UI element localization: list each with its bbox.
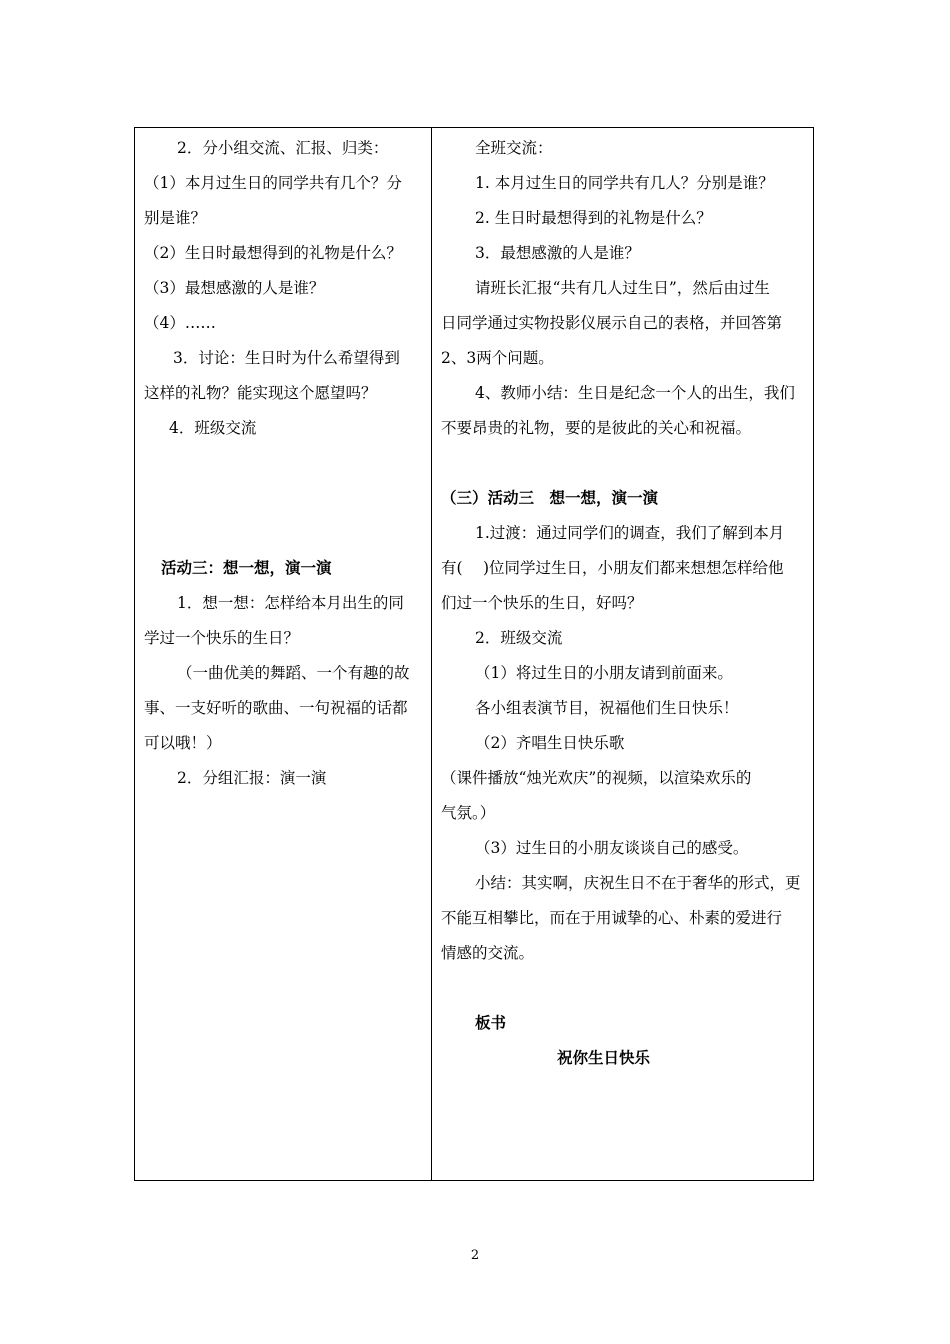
column-divider	[431, 128, 432, 1180]
right-heading-activity-three: （三）活动三 想一想，演一演	[441, 488, 659, 507]
right-line: 们过一个快乐的生日，好吗？	[441, 594, 643, 612]
right-line: 各小组表演节目，祝福他们生日快乐！	[475, 699, 739, 717]
board-writing-heading: 板书	[475, 1013, 507, 1032]
left-line: 2．分小组交流、汇报、归类：	[177, 139, 389, 157]
right-line: 小结：其实啊，庆祝生日不在于奢华的形式，更	[475, 874, 801, 892]
left-line: 2．分组汇报：演一演	[177, 769, 327, 787]
right-line: 1.过渡：通过同学们的调查，我们了解到本月	[475, 524, 785, 542]
right-line: 不能互相攀比，而在于用诚挚的心、朴素的爱进行	[441, 909, 783, 927]
left-line: 可以哦！）	[144, 734, 222, 752]
left-line: 4．班级交流	[169, 419, 257, 437]
right-line: 全班交流：	[475, 139, 553, 157]
right-line: 2. 生日时最想得到的礼物是什么？	[475, 209, 712, 227]
page-number: 2	[470, 1248, 480, 1263]
left-heading-activity-three: 活动三：想一想，演一演	[161, 558, 332, 577]
left-line: （1）本月过生日的同学共有几个？分	[144, 174, 402, 192]
left-line: 这样的礼物？能实现这个愿望吗？	[144, 384, 377, 402]
right-line: 日同学通过实物投影仪展示自己的表格，并回答第	[441, 314, 783, 332]
left-line: （2）生日时最想得到的礼物是什么？	[144, 244, 402, 262]
right-line: 4、教师小结：生日是纪念一个人的出生，我们	[475, 384, 795, 402]
right-line: 1. 本月过生日的同学共有几人？分别是谁？	[475, 174, 774, 192]
right-line: （2）齐唱生日快乐歌	[475, 734, 625, 752]
left-line: 别是谁？	[144, 209, 207, 227]
right-line: 2．班级交流	[475, 629, 563, 647]
left-line: （一曲优美的舞蹈、一个有趣的故	[177, 664, 410, 682]
left-line: 事、一支好听的歌曲、一句祝福的话都	[144, 699, 408, 717]
right-line: 3．最想感激的人是谁？	[475, 244, 640, 262]
right-line: （课件播放“烛光欢庆”的视频，以渲染欢乐的	[441, 769, 752, 787]
right-line: （3）过生日的小朋友谈谈自己的感受。	[475, 839, 749, 857]
left-line: 1．想一想：怎样给本月出生的同	[177, 594, 404, 612]
board-writing-title: 祝你生日快乐	[557, 1048, 651, 1067]
left-line: 学过一个快乐的生日？	[144, 629, 300, 647]
right-line: 不要昂贵的礼物，要的是彼此的关心和祝福。	[441, 419, 752, 437]
right-line: 有( )位同学过生日，小朋友们都来想想怎样给他	[441, 559, 784, 577]
right-line: （1）将过生日的小朋友请到前面来。	[475, 664, 733, 682]
right-line: 情感的交流。	[441, 944, 535, 962]
left-line: （4）……	[144, 314, 216, 332]
left-line: （3）最想感激的人是谁？	[144, 279, 325, 297]
right-line: 请班长汇报“共有几人过生日”，然后由过生	[475, 279, 770, 297]
right-line: 2、3两个问题。	[441, 349, 554, 367]
right-line: 气氛。）	[441, 804, 496, 822]
left-line: 3．讨论：生日时为什么希望得到	[173, 349, 400, 367]
lesson-plan-table	[134, 127, 814, 1181]
